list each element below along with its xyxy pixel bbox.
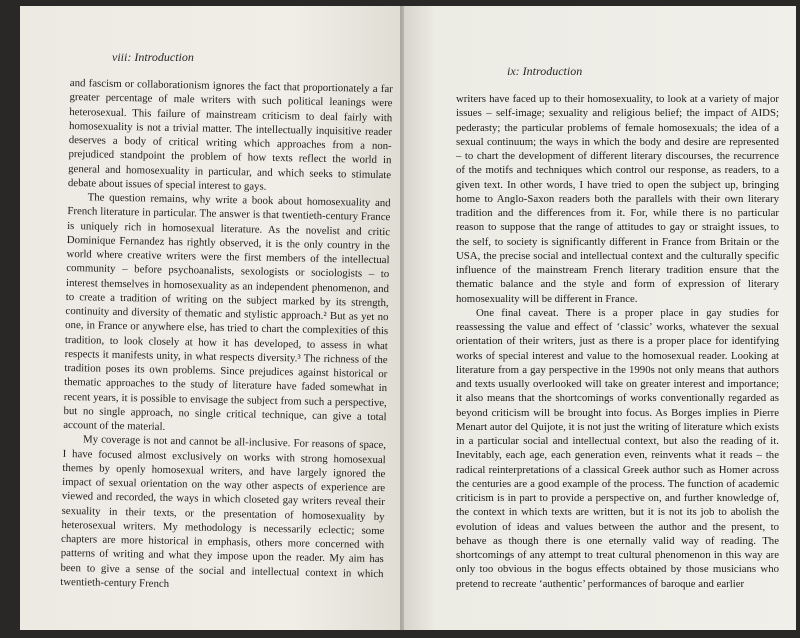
right-body-text	[456, 92, 779, 591]
left-paragraph-1: and fascism or collaborationism ignores the fact that proportionately a far greater percentage of male writers with such political leanings were heterosexual. This failure of mainstream criticism to deal fairly with homosexuality is not a trivial matter. The intellectually inquisitive reader deserves a body of critical writing which approaches from a non-prejudiced standpoint the problem of how texts reflect the world in general and homosexuality in particular, and which seeks to stimulate debate about issues of special interest to gays.	[67, 76, 393, 193]
left-page	[20, 6, 410, 630]
left-paragraph-2: The question remains, why write a book about homosexuality and French literature in particular. The answer is that twentieth-century France is uniquely rich in homosexual literature. As the novelist and critic Dominique Fernandez has rightly observed, it is the only country in the world where creative writers were the first members of the intellectual community – before psychoanalists, sexologists or sociologists – to interest themselves in homosexuality as an independent phenomenon, and to create a tradition of writing on the subject marked by its strength, continuity and diversity of thematic and stylistic approach.² But as yet no one, in France or anywhere else, has tried to chart the complexities of this tradition, to look closely at how it has developed, to assess in what respects it manifests unity, in what respects diversity.³ The richness of the tradition poses its own problems. Since prejudices against historical or thematic approaches to the study of literature have faded somewhat in recent years, it is possible to envisage the subject from such a perspective, but no single approach, no single critical technique, can give a total account of the material.	[63, 191, 391, 433]
right-paragraph-1: writers have faced up to their homosexuality, to look at a variety of major issues – self-image; sexuality and religious belief; the impact of AIDS; pederasty; the particular problems of female homosexuals; the idea of a sexual continuum; the ways in which the body and desire are represented – to chart the development of different literary discourses, the recurrence of the motifs and techniques which control our response, as readers, to a given text. In other words, I have tried to open the subject up, bringing home to Anglo-Saxon readers both the parallels with their own literary tradition and the differences from it. For, while there is no particular reason to suppose that the range of attitudes to gay or straight issues, to the self, to society is significantly different in France from Britain or the USA, the precise social and intellectual context and the culturally specific influence of the mainstream French literary tradition ensure that the thematic balance and the style and form of expression of literary homosexuality will be different in France.	[456, 93, 779, 305]
right-running-head: ix: Introduction	[507, 64, 583, 78]
left-running-head: viii: Introduction	[112, 50, 194, 64]
right-paragraph-2: One final caveat. There is a proper place in gay studies for reassessing the value and effect of ‘classic’ works, whatever the sexual orientation of their writers, just as there is a proper place for identifying works of special interest and value to the homosexual reader. Looking at literature from a gay perspective in the 1990s not only means that authors and texts usually overlooked will take on greater interest and importance; it also means that the shortcomings of works conventionally regarded as beyond criticism will be brought into focus. As Borges implies in Pierre Menart autor del Quijote, it is not just the writing of literature which exists in a particular social and intellectual context, but also the reading of it. Inevitably, each age, each generation even, reinvents what it reads – the radical reinterpretations of a classical Greek author such as Homer across the centuries are a good example of the process. The function of academic criticism is in part to provide a perspective on, and further knowledge of, the context in which texts are written, but it is not its job to abolish the evolution of ideas and values between the author and the present, to behave as though there is one eternally valid way of reading. The shortcomings of any attempt to treat cultural phenomenon in this way are only too obvious in the bogus effects obtained by those musicians who pretend to recreate ‘authentic’ performances of baroque and earlier	[456, 306, 779, 590]
left-body-text	[60, 76, 393, 595]
right-page	[404, 6, 796, 630]
left-paragraph-3: My coverage is not and cannot be all-inclusive. For reasons of space, I have focused almost exclusively on works with strong homosexual themes by openly homosexual writers, and have largely ignored the impact of sexual orientation on the way other aspects of experience are viewed and recorded, the ways in which closeted gay writers reveal their sexuality in their texts, or the presentation of homosexuality by heterosexual writers. My methodology is necessarily eclectic; some chapters are more historical in emphasis, others more concerned with patterns of writing and what they impose upon the reader. My aim has been to give a sense of the social and intellectual context in which twentieth-century French	[60, 433, 387, 590]
